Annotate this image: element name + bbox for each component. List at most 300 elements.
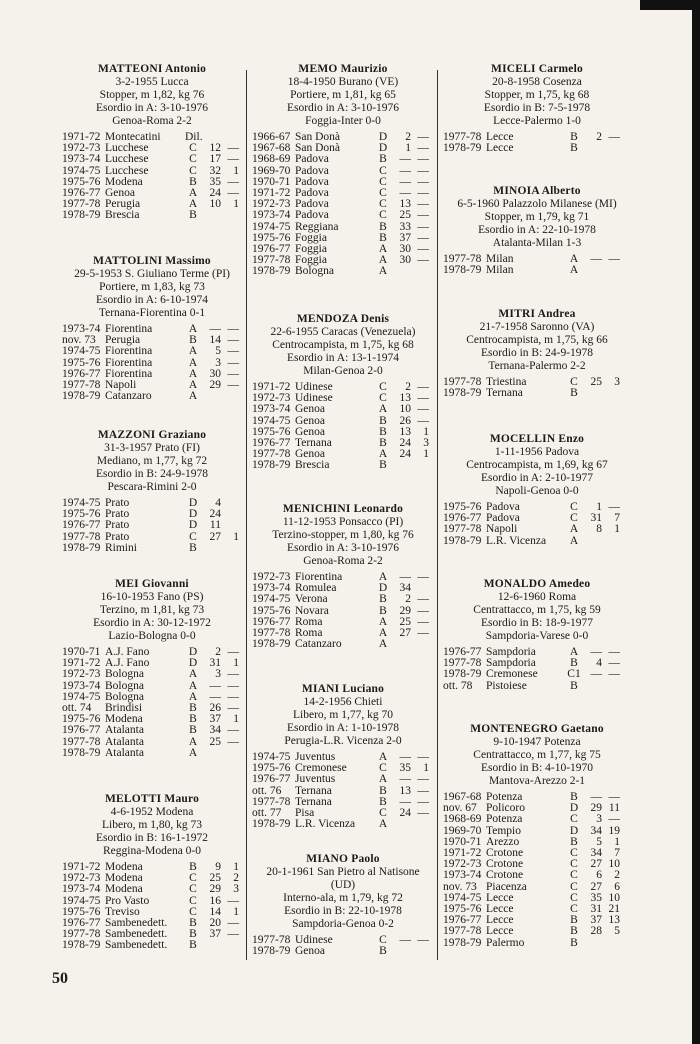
season-cell: 1975-76: [62, 356, 101, 369]
appearances-cell: 30: [209, 367, 221, 380]
team-cell: Sambenedett.: [105, 939, 168, 952]
player-entry: [443, 432, 631, 547]
goals-cell: —: [227, 735, 239, 748]
player-bio-line: Libero, m 1,80, kg 73: [102, 819, 202, 831]
player-bio-line: 1-11-1956 Padova: [494, 446, 580, 458]
player-bio-line: Foggia-Inter 0-0: [305, 115, 381, 127]
team-cell: Atalanta: [105, 724, 144, 737]
player-bio-line: Esordio in A: 13-1-1974: [286, 352, 400, 364]
division-cell: B: [379, 784, 387, 797]
division-cell: C: [570, 501, 578, 513]
appearances-cell: 29: [209, 379, 221, 392]
season-cell: 1974-75: [252, 593, 291, 606]
appearances-cell: 35: [209, 175, 221, 188]
player-bio-line: Terzino-stopper, m 1,80, kg 76: [272, 529, 414, 541]
goals-cell: 2: [233, 872, 239, 885]
appearances-cell: 4: [215, 497, 221, 509]
season-cell: 1978-79: [252, 818, 291, 831]
appearances-cell: —: [209, 690, 221, 703]
team-cell: Lucchese: [105, 164, 149, 177]
career-row: [252, 460, 434, 471]
goals-cell: 1: [233, 530, 239, 543]
player-bio-line: Esordio in B: 7-5-1978: [483, 102, 591, 114]
player-name: MIANO Paolo: [306, 853, 380, 865]
division-cell: C: [189, 883, 197, 896]
goals-cell: —: [417, 231, 429, 244]
goals-cell: [602, 388, 620, 399]
season-cell: 1973-74: [62, 883, 101, 896]
division-cell: C: [379, 164, 387, 177]
goals-cell: —: [417, 571, 429, 583]
season-cell: 1978-79: [62, 390, 101, 403]
goals-cell: —: [227, 894, 239, 907]
appearances-cell: —: [209, 679, 221, 692]
goals-cell: —: [608, 253, 620, 265]
player-entry: [252, 502, 434, 650]
division-cell: A: [569, 534, 579, 547]
career-row: [443, 926, 631, 937]
career-row: [252, 594, 434, 605]
team-cell: Atalanta: [105, 735, 144, 748]
season-cell: 1977-78: [252, 795, 291, 808]
goals-cell: —: [227, 367, 239, 380]
division-cell: D: [188, 519, 198, 532]
season-cell: 1975-76: [252, 762, 291, 775]
player-name: MIANI Luciano: [301, 683, 385, 695]
team-cell: San Donà: [295, 142, 341, 155]
goals-cell: —: [417, 627, 429, 640]
goals-cell: —: [227, 690, 239, 703]
player-bio-line: 14-2-1956 Chieti: [303, 696, 383, 708]
team-cell: Foggia: [295, 243, 327, 256]
career-row: [252, 154, 434, 165]
division-cell: B: [570, 679, 578, 692]
career-table: [62, 647, 242, 759]
season-cell: 1978-79: [62, 541, 101, 554]
appearances-cell: 2: [405, 593, 411, 606]
division-cell: C: [379, 187, 387, 200]
season-cell: 1973-74: [252, 403, 291, 416]
goals-cell: —: [227, 175, 239, 188]
season-cell: 1974-75: [443, 891, 482, 904]
appearances-cell: 35: [399, 762, 411, 775]
appearances-cell: —: [399, 934, 411, 946]
division-cell: B: [189, 541, 197, 554]
season-cell: 1968-69: [252, 153, 291, 166]
goals-cell: —: [417, 934, 429, 946]
division-cell: B: [379, 945, 387, 958]
team-cell: Fiorentina: [105, 356, 153, 369]
player-bio-line: Esordio in A: 1-10-1978: [286, 722, 400, 734]
division-cell: A: [188, 345, 198, 358]
goals-cell: —: [417, 403, 429, 416]
goals-cell: —: [417, 751, 429, 763]
team-cell: Lecce: [486, 925, 514, 938]
season-cell: ott. 77: [252, 807, 282, 820]
goals-cell: —: [227, 187, 239, 200]
goals-cell: —: [417, 164, 429, 177]
player-bio-line: 11-12-1953 Ponsacco (PI): [282, 516, 404, 528]
division-cell: B: [189, 917, 197, 930]
season-cell: ott. 78: [443, 679, 473, 692]
season-cell: 1977-78: [62, 379, 101, 392]
appearances-cell: 30: [399, 243, 411, 256]
career-row: [443, 669, 631, 680]
team-cell: Cremonese: [295, 762, 347, 775]
division-cell: B: [189, 861, 197, 873]
goals-cell: —: [227, 323, 239, 335]
team-cell: Modena: [105, 861, 143, 873]
season-cell: 1975-76: [252, 231, 291, 244]
goals-cell: [602, 143, 620, 154]
season-cell: 1978-79: [443, 387, 482, 400]
team-cell: Genoa: [295, 448, 326, 461]
player-bio-line: Esordio in A: 30-12-1972: [93, 617, 211, 629]
goals-cell: [602, 681, 620, 692]
career-row: [252, 266, 434, 277]
player-bio-line: 18-4-1950 Burano (VE): [287, 76, 399, 88]
team-cell: Crotone: [486, 847, 524, 860]
appearances-cell: 9: [215, 861, 221, 873]
appearances-cell: 5: [596, 835, 602, 848]
season-cell: 1971-72: [62, 861, 101, 873]
season-cell: 1973-74: [252, 582, 291, 595]
appearances-cell: 14: [209, 905, 221, 918]
team-cell: Crotone: [486, 858, 524, 871]
career-table: [252, 382, 434, 472]
goals-cell: 1: [233, 905, 239, 918]
player-bio-line: Mantova-Arezzo 2-1: [488, 775, 586, 787]
player-bio-line: Lazio-Bologna 0-0: [108, 630, 196, 642]
player-bio-line: Centrattacco, m 1,75, kg 59: [473, 604, 601, 616]
division-cell: A: [378, 638, 388, 651]
season-cell: 1978-79: [252, 638, 291, 651]
division-cell: C: [379, 381, 387, 393]
division-cell: B: [379, 231, 387, 244]
division-cell: C: [189, 530, 197, 543]
season-cell: 1974-75: [252, 751, 291, 763]
player-entry: [252, 312, 434, 472]
division-cell: B: [189, 209, 197, 222]
division-cell: A: [569, 264, 579, 277]
player-name: MOCELLIN Enzo: [489, 433, 585, 445]
division-cell: A: [378, 243, 388, 256]
goals-cell: 10: [608, 858, 620, 871]
appearances-cell: 27: [590, 858, 602, 871]
appearances-cell: 8: [596, 523, 602, 536]
player-bio-line: Genoa-Roma 2-2: [303, 555, 383, 567]
team-cell: Catanzaro: [105, 390, 152, 403]
division-cell: A: [188, 690, 198, 703]
appearances-cell: 34: [209, 724, 221, 737]
appearances-cell: 3: [215, 668, 221, 681]
player-name: MATTEONI Antonio: [97, 63, 207, 75]
team-cell: Potenza: [486, 813, 523, 826]
goals-cell: 1: [233, 861, 239, 873]
career-row: [62, 391, 242, 402]
goals-cell: —: [417, 414, 429, 427]
season-cell: 1975-76: [62, 508, 101, 521]
division-cell: A: [569, 253, 579, 265]
season-cell: 1977-78: [443, 131, 482, 143]
appearances-cell: 24: [399, 807, 411, 820]
goals-cell: —: [608, 131, 620, 143]
team-cell: Prato: [105, 497, 130, 509]
goals-cell: [411, 819, 429, 830]
team-cell: L.R. Vicenza: [295, 818, 356, 831]
division-cell: C: [189, 894, 197, 907]
appearances-cell: —: [399, 751, 411, 763]
player-entry: [443, 577, 631, 692]
player-bio-line: Milan-Genoa 2-0: [303, 365, 383, 377]
appearances-cell: 30: [399, 254, 411, 267]
career-table: [252, 572, 434, 650]
team-cell: Bologna: [105, 668, 144, 681]
appearances-cell: [201, 391, 221, 402]
goals-cell: —: [227, 142, 239, 155]
goals-cell: —: [417, 593, 429, 606]
goals-cell: —: [417, 615, 429, 628]
team-cell: Juventus: [295, 773, 336, 786]
player-name: MEI Giovanni: [115, 578, 189, 590]
team-cell: Sambenedett.: [105, 928, 168, 941]
division-cell: B: [379, 593, 387, 606]
player-bio-line: Pescara-Rimini 2-0: [107, 481, 197, 493]
appearances-cell: 2: [596, 131, 602, 143]
player-bio-line: Terzino, m 1,81, kg 73: [99, 604, 205, 616]
team-cell: Prato: [105, 508, 130, 521]
team-cell: Tempio: [486, 824, 521, 837]
player-bio-line: Genoa-Roma 2-2: [112, 115, 192, 127]
appearances-cell: 6: [596, 869, 602, 882]
division-cell: B: [189, 724, 197, 737]
goals-cell: —: [227, 379, 239, 392]
team-cell: Padova: [295, 209, 329, 222]
appearances-cell: 29: [399, 604, 411, 617]
career-table: [62, 862, 242, 952]
appearances-cell: 13: [399, 198, 411, 211]
appearances-cell: 32: [209, 164, 221, 177]
goals-cell: —: [417, 807, 429, 820]
player-name: MINOIA Alberto: [493, 185, 581, 197]
appearances-cell: 29: [590, 802, 602, 815]
goals-cell: [411, 460, 429, 471]
appearances-cell: 14: [209, 334, 221, 347]
player-bio-line: Atalanta-Milan 1-3: [492, 237, 582, 249]
division-cell: A: [188, 668, 198, 681]
appearances-cell: 11: [209, 519, 221, 532]
player-bio-line: Mediano, m 1,77, kg 72: [96, 455, 208, 467]
season-cell: 1975-76: [443, 903, 482, 916]
season-cell: 1970-71: [443, 835, 482, 848]
team-cell: Milan: [486, 264, 514, 277]
division-cell: D: [378, 582, 388, 595]
appearances-cell: —: [399, 795, 411, 808]
division-cell: B: [570, 131, 578, 143]
season-cell: 1971-72: [443, 847, 482, 860]
team-cell: Romulea: [295, 582, 337, 595]
appearances-cell: 3: [596, 813, 602, 826]
team-cell: Reggiana: [295, 220, 339, 233]
top-edge-bar: [640, 0, 700, 10]
season-cell: 1967-68: [443, 791, 482, 803]
team-cell: Modena: [105, 883, 143, 896]
division-cell: C: [379, 762, 387, 775]
season-cell: 1976-77: [252, 773, 291, 786]
career-row: [443, 536, 631, 547]
player-bio-line: 20-8-1958 Cosenza: [492, 76, 582, 88]
appearances-cell: [582, 388, 602, 399]
division-cell: C: [379, 934, 387, 946]
player-bio-line: Interno-ala, m 1,79, kg 72: [283, 892, 403, 904]
appearances-cell: 24: [209, 508, 221, 521]
appearances-cell: 10: [399, 403, 411, 416]
season-cell: 1977-78: [62, 198, 101, 211]
goals-cell: 3: [233, 883, 239, 896]
career-table: [62, 498, 242, 554]
player-bio-line: 9-10-1947 Potenza: [493, 736, 581, 748]
division-cell: D: [378, 142, 388, 155]
appearances-cell: 31: [590, 512, 602, 525]
career-row: [62, 210, 242, 221]
appearances-cell: 24: [399, 448, 411, 461]
goals-cell: —: [417, 243, 429, 256]
goals-cell: —: [417, 795, 429, 808]
team-cell: Napoli: [105, 379, 137, 392]
player-name: MEMO Maurizio: [298, 63, 388, 75]
goals-cell: [221, 509, 239, 520]
goals-cell: 1: [233, 713, 239, 726]
division-cell: C: [189, 153, 197, 166]
season-cell: 1972-73: [252, 198, 291, 211]
appearances-cell: [201, 210, 221, 221]
season-cell: 1977-78: [62, 928, 101, 941]
column-divider: [437, 70, 438, 960]
division-cell: C: [379, 209, 387, 222]
season-cell: 1967-68: [252, 142, 291, 155]
season-cell: 1976-77: [62, 724, 101, 737]
team-cell: Prato: [105, 530, 130, 543]
appearances-cell: 34: [590, 847, 602, 860]
division-cell: A: [188, 390, 198, 403]
team-cell: Cremonese: [486, 668, 538, 681]
appearances-cell: 33: [399, 220, 411, 233]
player-bio-line: Esordio in A: 2-10-1977: [480, 472, 594, 484]
division-cell: D: [188, 497, 198, 509]
appearances-cell: [582, 143, 602, 154]
season-cell: 1975-76: [62, 905, 101, 918]
career-row: [62, 725, 242, 736]
player-name: MENDOZA Denis: [296, 313, 390, 325]
player-name: MONALDO Amedeo: [483, 578, 591, 590]
division-cell: B: [570, 791, 578, 803]
player-bio-line: Centrocampista, m 1,75, kg 68: [272, 339, 414, 351]
division-cell: D: [378, 131, 388, 143]
goals-cell: —: [417, 209, 429, 222]
team-cell: Genoa: [295, 414, 326, 427]
appearances-cell: [391, 946, 411, 957]
goals-cell: —: [417, 392, 429, 405]
division-cell: B: [570, 914, 578, 927]
team-cell: Lecce: [486, 903, 514, 916]
division-cell: D: [569, 802, 579, 815]
goals-cell: 1: [614, 523, 620, 536]
player-bio-line: Ternana-Palermo 2-2: [488, 360, 586, 372]
career-table: [252, 132, 434, 278]
player-bio-line: Stopper, m 1,75, kg 68: [484, 89, 590, 101]
season-cell: 1968-69: [443, 813, 482, 826]
team-cell: Lecce: [486, 131, 514, 143]
season-cell: 1974-75: [62, 164, 101, 177]
career-row: [443, 524, 631, 535]
team-cell: Padova: [295, 153, 329, 166]
team-cell: Montecatini: [105, 131, 161, 143]
division-cell: C: [570, 891, 578, 904]
team-cell: Triestina: [486, 376, 527, 388]
appearances-cell: 3: [215, 356, 221, 369]
team-cell: Catanzaro: [295, 638, 342, 651]
goals-cell: —: [417, 604, 429, 617]
career-table: [443, 647, 631, 692]
appearances-cell: [391, 266, 411, 277]
team-cell: Verona: [295, 593, 328, 606]
goals-cell: 1: [233, 657, 239, 670]
player-name: MAZZONI Graziano: [97, 429, 207, 441]
division-cell: B: [570, 925, 578, 938]
season-cell: 1971-72: [252, 381, 291, 393]
goals-cell: —: [608, 646, 620, 658]
season-cell: 1974-75: [62, 690, 101, 703]
team-cell: A.J. Fano: [105, 657, 150, 670]
goals-cell: —: [417, 131, 429, 143]
team-cell: Padova: [295, 187, 329, 200]
appearances-cell: [582, 681, 602, 692]
career-row: [62, 154, 242, 165]
division-cell: C: [189, 142, 197, 155]
season-cell: 1978-79: [62, 746, 101, 759]
division-cell: B: [379, 437, 387, 450]
season-cell: 1977-78: [62, 530, 101, 543]
team-cell: Sampdoria: [486, 657, 536, 670]
appearances-cell: 4: [596, 657, 602, 670]
team-cell: Atalanta: [105, 746, 144, 759]
appearances-cell: 37: [399, 231, 411, 244]
division-cell: C: [570, 512, 578, 525]
team-cell: Padova: [295, 198, 329, 211]
career-row: [252, 946, 434, 957]
season-cell: 1972-73: [252, 392, 291, 405]
goals-cell: —: [608, 501, 620, 513]
player-bio-line: 16-10-1953 Fano (PS): [100, 591, 204, 603]
team-cell: Modena: [105, 872, 143, 885]
season-cell: 1975-76: [252, 425, 291, 438]
goals-cell: —: [417, 773, 429, 786]
appearances-cell: 27: [590, 880, 602, 893]
player-name: MELOTTI Mauro: [104, 793, 200, 805]
career-row: [443, 143, 631, 154]
career-row: [443, 938, 631, 949]
appearances-cell: 25: [399, 615, 411, 628]
appearances-cell: 24: [209, 187, 221, 200]
season-cell: 1978-79: [62, 209, 101, 222]
appearances-cell: 37: [209, 713, 221, 726]
player-bio-line: Napoli-Genoa 0-0: [495, 485, 579, 497]
division-cell: B: [570, 142, 578, 155]
team-cell: Palermo: [486, 936, 525, 949]
goals-cell: —: [227, 928, 239, 941]
career-table: [443, 792, 631, 949]
season-cell: 1970-71: [62, 646, 101, 658]
